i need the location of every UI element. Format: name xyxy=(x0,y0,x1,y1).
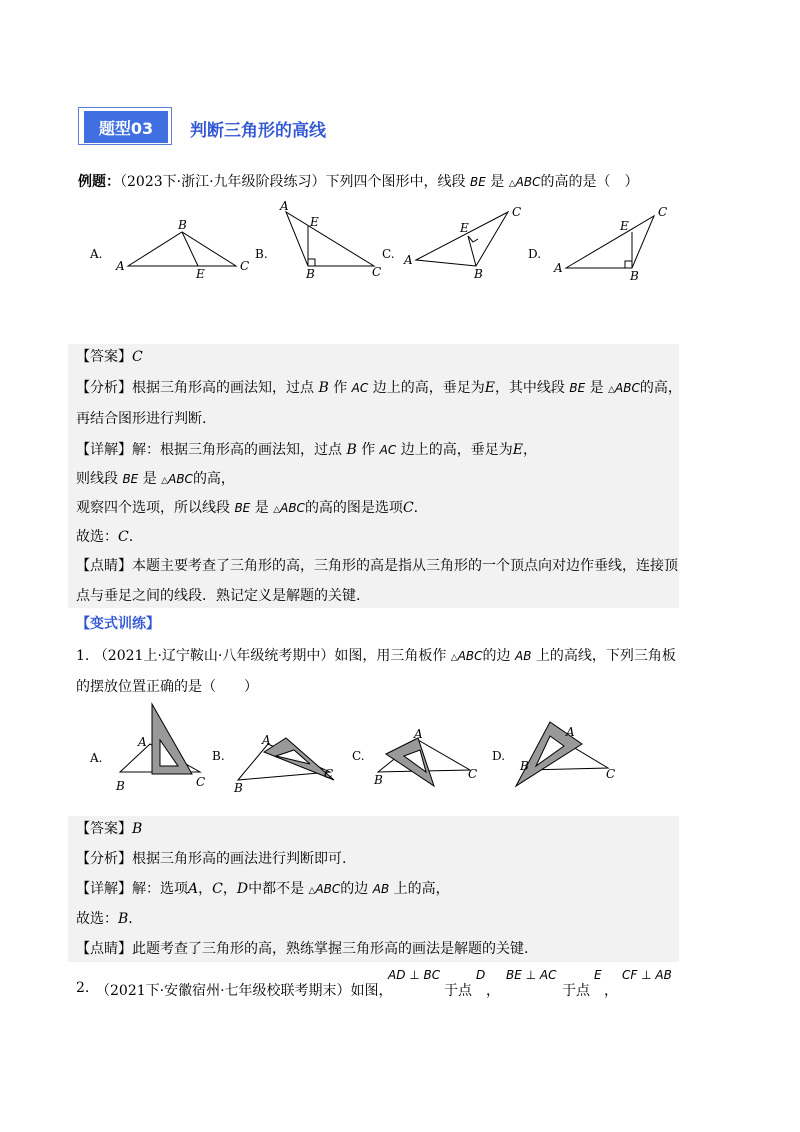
example-label: 例题： xyxy=(78,174,120,190)
triangle-abc: ABC xyxy=(280,501,305,515)
point-e: E xyxy=(484,380,495,396)
figure-a xyxy=(128,232,236,266)
triangle-abc: ABC xyxy=(615,381,640,395)
q2-source: （2021下·安徽宿州·七年级校联考期末）如图， xyxy=(96,983,393,999)
text: 则线段 xyxy=(76,471,118,487)
word-is: 是 xyxy=(490,174,505,190)
text: 上的高， xyxy=(393,881,450,897)
fig-b-label-b: B xyxy=(306,267,315,281)
segment-ac: AC xyxy=(351,381,369,395)
segment-ac: AC xyxy=(379,443,397,457)
text: ， xyxy=(222,881,237,897)
q1b-label-a: A xyxy=(262,733,271,747)
text: （2021上·辽宁鞍山·八年级统考期中）如图，用三角板作 xyxy=(93,648,447,664)
text: 中都不是 xyxy=(248,881,305,897)
triangle-symbol: △ xyxy=(273,505,281,515)
q1-figure-d xyxy=(516,722,608,786)
fig-d-label-e: E xyxy=(620,219,629,233)
q1a-label-a: A xyxy=(138,735,147,749)
example-analysis-2: 再结合图形进行判断. xyxy=(76,411,207,427)
q1c-label-c: C xyxy=(468,767,478,781)
q1-figures xyxy=(88,700,648,800)
q1-analysis xyxy=(76,849,346,869)
text: ， xyxy=(486,983,500,999)
comment-tag: 【点睛】 xyxy=(76,558,132,574)
segment-ab: AB xyxy=(372,882,390,896)
text: 故选： xyxy=(76,911,118,927)
text: 是 xyxy=(254,500,269,516)
variant-heading: 【变式训练】 xyxy=(76,616,160,632)
badge-label: 题型03 xyxy=(84,111,168,143)
example-source: （2023下·浙江·九年级阶段练习）下列四个图形中，线段 xyxy=(120,174,466,190)
example-choose xyxy=(76,527,133,547)
fig-c-label-c: C xyxy=(512,205,522,219)
text: 此题考查了三角形的高，熟练掌握三角形高的画法是解题的关键. xyxy=(132,941,529,957)
text: 解：选项 xyxy=(132,881,188,897)
point-b: B xyxy=(318,380,329,396)
comment-tag: 【点睛】 xyxy=(76,941,132,957)
q2-line xyxy=(76,968,696,998)
q1-detail xyxy=(76,879,450,901)
fig-b-label-c: C xyxy=(372,265,382,279)
example-comment-2: 点与垂足之间的线段．熟记定义是解题的关键. xyxy=(76,588,361,604)
text: 作 xyxy=(361,442,376,458)
q1d-label-a: A xyxy=(566,725,575,739)
example-figures xyxy=(88,196,688,292)
answer-tag: 【答案】 xyxy=(76,821,132,837)
q1c-label-a: A xyxy=(414,727,423,741)
text: . xyxy=(128,911,133,927)
topic-badge xyxy=(78,107,172,147)
detail-tag: 【详解】 xyxy=(76,442,132,458)
example-analysis-1 xyxy=(76,378,682,400)
text: 的高， xyxy=(639,380,682,396)
triangle-symbol: △ xyxy=(608,385,616,395)
text: 边上的高，垂足为 xyxy=(372,380,485,396)
point-e: E xyxy=(512,442,523,458)
fig-d-label-a: A xyxy=(554,261,563,275)
section-title: 判断三角形的高线 xyxy=(190,121,326,141)
text: 根据三角形高的画法进行判断即可. xyxy=(132,851,347,867)
text: ，其中线段 xyxy=(494,380,565,396)
text: 边上的高，垂足为 xyxy=(400,442,513,458)
fig-d-label-b: B xyxy=(630,269,639,283)
answer-value: C xyxy=(132,349,143,365)
q1-figure-c xyxy=(378,738,470,786)
text: 作 xyxy=(333,380,348,396)
option: C xyxy=(212,881,223,897)
text: ， xyxy=(198,881,213,897)
fig-c-label-e: E xyxy=(460,221,469,235)
text: 是 xyxy=(142,471,157,487)
text: 的高的图是选项 xyxy=(304,500,403,516)
text: ， xyxy=(604,983,618,999)
q1-option-b-label: B. xyxy=(212,749,225,763)
triangle-abc: ABC xyxy=(168,472,193,486)
point-d: D xyxy=(476,968,486,982)
option-c-label: C. xyxy=(382,247,395,261)
q2-condition-cf-ab: CF ⊥ AB xyxy=(622,968,672,982)
fig-b-label-a: A xyxy=(280,199,289,213)
triangle-symbol: △ xyxy=(308,886,316,896)
q1-figure-b xyxy=(238,738,334,780)
q1b-label-b: B xyxy=(234,781,243,795)
fig-a-label-c: C xyxy=(240,259,250,273)
q1-number: 1. xyxy=(76,648,90,664)
example-answer xyxy=(76,347,143,367)
answer-tag: 【答案】 xyxy=(76,349,132,365)
segment-be: BE xyxy=(122,472,139,486)
text: . xyxy=(413,500,419,516)
point-b: B xyxy=(346,442,357,458)
fig-c-label-b: B xyxy=(474,267,483,281)
text: . xyxy=(128,529,134,545)
text: 于点 xyxy=(562,983,590,999)
analysis-tag: 【分析】 xyxy=(76,851,132,867)
segment-ab: AB xyxy=(515,649,532,663)
option: D xyxy=(236,881,249,897)
fig-b-label-e: E xyxy=(310,215,319,229)
text: 解：根据三角形高的画法知，过点 xyxy=(132,442,342,458)
segment-be: BE xyxy=(234,501,251,515)
triangle-abc: ABC xyxy=(515,175,541,189)
choice: B xyxy=(118,911,129,927)
q1a-label-c: C xyxy=(196,775,206,789)
figure-b xyxy=(286,212,374,266)
q1c-label-b: B xyxy=(374,773,383,787)
segment-be: BE xyxy=(469,175,486,189)
point-e: E xyxy=(594,968,602,982)
option-b-label: B. xyxy=(255,247,268,261)
q1-option-d-label: D. xyxy=(492,749,506,763)
answer-value: B xyxy=(132,821,143,837)
example-tail: 的高的是（ ） xyxy=(540,174,639,190)
option: A xyxy=(188,881,199,897)
text: 的边 xyxy=(340,881,369,897)
triangle-symbol: △ xyxy=(450,653,458,663)
fig-d-label-c: C xyxy=(658,205,668,219)
fig-a-label-e: E xyxy=(196,267,205,281)
q1a-label-b: B xyxy=(116,779,125,793)
fig-a-label-b: B xyxy=(178,218,187,232)
text: 故选： xyxy=(76,529,118,545)
choice: C xyxy=(118,529,129,545)
q1-option-a-label: A. xyxy=(90,751,103,765)
q1b-label-c: C xyxy=(324,767,334,781)
text: 的边 xyxy=(482,648,511,664)
q1-line-1 xyxy=(76,646,676,668)
text: 观察四个选项，所以线段 xyxy=(76,500,230,516)
q1-choose xyxy=(76,909,133,929)
text: 根据三角形高的画法知，过点 xyxy=(132,380,314,396)
option-a-label: A. xyxy=(90,247,103,261)
q1-answer xyxy=(76,819,142,839)
q1-option-c-label: C. xyxy=(352,749,365,763)
text: 于点 xyxy=(444,983,472,999)
q2-number: 2. xyxy=(76,980,90,996)
analysis-tag: 【分析】 xyxy=(76,380,132,396)
q1d-label-b: B xyxy=(520,759,529,773)
example-detail-3 xyxy=(76,498,418,520)
triangle-abc: ABC xyxy=(457,649,483,663)
q1-line-2: 的摆放位置正确的是（ ） xyxy=(76,679,258,695)
segment-be: BE xyxy=(569,381,586,395)
text: 上的高线，下列三角板 xyxy=(535,648,676,664)
text: ， xyxy=(522,442,537,458)
q1-figure-a xyxy=(120,704,200,774)
example-detail-1 xyxy=(76,440,537,460)
q1-comment xyxy=(76,939,528,959)
triangle-symbol: △ xyxy=(508,179,516,189)
q2-condition-ad-bc: AD ⊥ BC xyxy=(388,968,441,982)
option-c: C xyxy=(402,500,414,516)
triangle-symbol: △ xyxy=(161,476,169,486)
q1d-label-c: C xyxy=(606,767,616,781)
detail-tag: 【详解】 xyxy=(76,881,132,897)
example-comment-1 xyxy=(76,556,678,576)
triangle-abc: ABC xyxy=(315,882,341,896)
q2-condition-be-ac: BE ⊥ AC xyxy=(506,968,557,982)
figure-d xyxy=(566,216,654,268)
text: 的高， xyxy=(192,471,235,487)
option-d-label: D. xyxy=(528,247,542,261)
text: 是 xyxy=(589,380,604,396)
fig-c-label-a: A xyxy=(404,253,413,267)
example-detail-2 xyxy=(76,469,235,491)
fig-a-label-a: A xyxy=(116,259,125,273)
example-question xyxy=(78,172,638,194)
text: 本题主要考查了三角形的高，三角形的高是指从三角形的一个顶点向对边作垂线，连接顶 xyxy=(132,558,678,574)
